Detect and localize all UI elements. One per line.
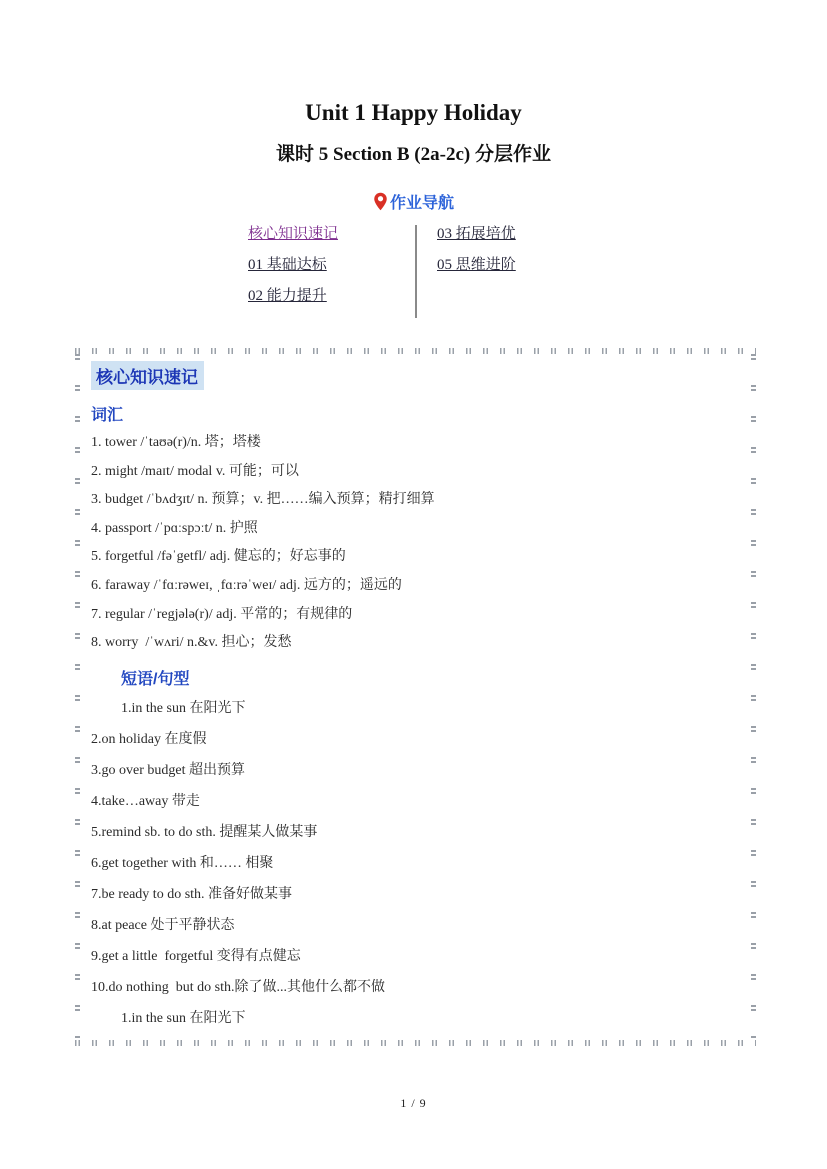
nav-link[interactable]: 01 基础达标 bbox=[248, 257, 327, 273]
section-header-label: 核心知识速记 bbox=[91, 361, 204, 390]
vocab-item: 1. tower /ˈtaʊə(r)/n. 塔；塔楼 bbox=[91, 435, 261, 450]
page-title: Unit 1 Happy Holiday bbox=[305, 100, 522, 125]
homework-nav-heading bbox=[0, 190, 827, 213]
nav-link[interactable]: 05 思维进阶 bbox=[437, 257, 516, 273]
nav-links-table bbox=[248, 225, 827, 318]
section-header bbox=[91, 361, 740, 390]
nav-link[interactable]: 03 拓展培优 bbox=[437, 226, 516, 242]
phrase-item: 1.in the sun 在阳光下 bbox=[121, 700, 246, 716]
decorative-border-left bbox=[75, 354, 80, 1040]
core-knowledge-box bbox=[75, 348, 756, 1046]
vocab-heading: 词汇 bbox=[91, 407, 124, 424]
vocab-item: 2. might /maɪt/ modal v. 可能；可以 bbox=[91, 463, 299, 479]
nav-link[interactable]: 02 能力提升 bbox=[248, 288, 327, 304]
page-number: 1 / 9 bbox=[400, 1096, 427, 1110]
nav-links-right bbox=[437, 225, 516, 318]
vocab-item: 7. regular /ˈregjələ(r)/ adj. 平常的；有规律的 bbox=[91, 606, 353, 622]
phrase-item: 4.take…away 带走 bbox=[91, 793, 200, 809]
phrase-item: 5.remind sb. to do sth. 提醒某人做某事 bbox=[91, 824, 318, 840]
phrase-list bbox=[91, 693, 740, 1034]
vocab-item: 4. passport /ˈpɑːspɔːt/ n. 护照 bbox=[91, 520, 258, 536]
phrase-item: 2.on holiday 在度假 bbox=[91, 731, 207, 747]
homework-nav-label: 作业导航 bbox=[389, 195, 454, 212]
phrase-item: 10.do nothing but do sth.除了做...其他什么都不做 bbox=[91, 979, 386, 995]
phrases-heading: 短语/句型 bbox=[121, 670, 190, 688]
phrase-item: 3.go over budget 超出预算 bbox=[91, 762, 245, 778]
vocab-item: 3. budget /ˈbʌdʒɪt/ n. 预算；v. 把……编入预算；精打细算 bbox=[91, 492, 435, 508]
nav-divider bbox=[415, 225, 417, 318]
phrase-item: 8.at peace 处于平静状态 bbox=[91, 917, 235, 933]
phrase-item: 1.in the sun 在阳光下 bbox=[121, 1010, 246, 1026]
phrase-item: 7.be ready to do sth. 准备好做某事 bbox=[91, 886, 293, 902]
phrase-item: 9.get a little forgetful 变得有点健忘 bbox=[91, 948, 301, 964]
page-subtitle: 课时 5 Section B (2a-2c) 分层作业 bbox=[276, 144, 551, 165]
nav-links-left bbox=[248, 225, 415, 318]
vocab-item: 5. forgetful /fəˈgetfl/ adj. 健忘的；好忘事的 bbox=[91, 549, 346, 565]
vocab-item: 8. worry /ˈwʌri/ n.&v. 担心；发愁 bbox=[91, 635, 292, 651]
location-pin-icon bbox=[373, 192, 388, 211]
nav-link[interactable]: 核心知识速记 bbox=[248, 226, 339, 242]
decorative-border-right bbox=[751, 354, 756, 1040]
decorative-border-bottom bbox=[75, 1040, 756, 1046]
vocab-item: 6. faraway /ˈfɑːrəweɪ, ˌfɑːrəˈweɪ/ adj. 远方的；遥远的 bbox=[91, 577, 402, 593]
vocab-list bbox=[91, 429, 740, 658]
phrase-item: 6.get together with 和…… 相聚 bbox=[91, 855, 274, 871]
decorative-border-top bbox=[75, 348, 756, 354]
